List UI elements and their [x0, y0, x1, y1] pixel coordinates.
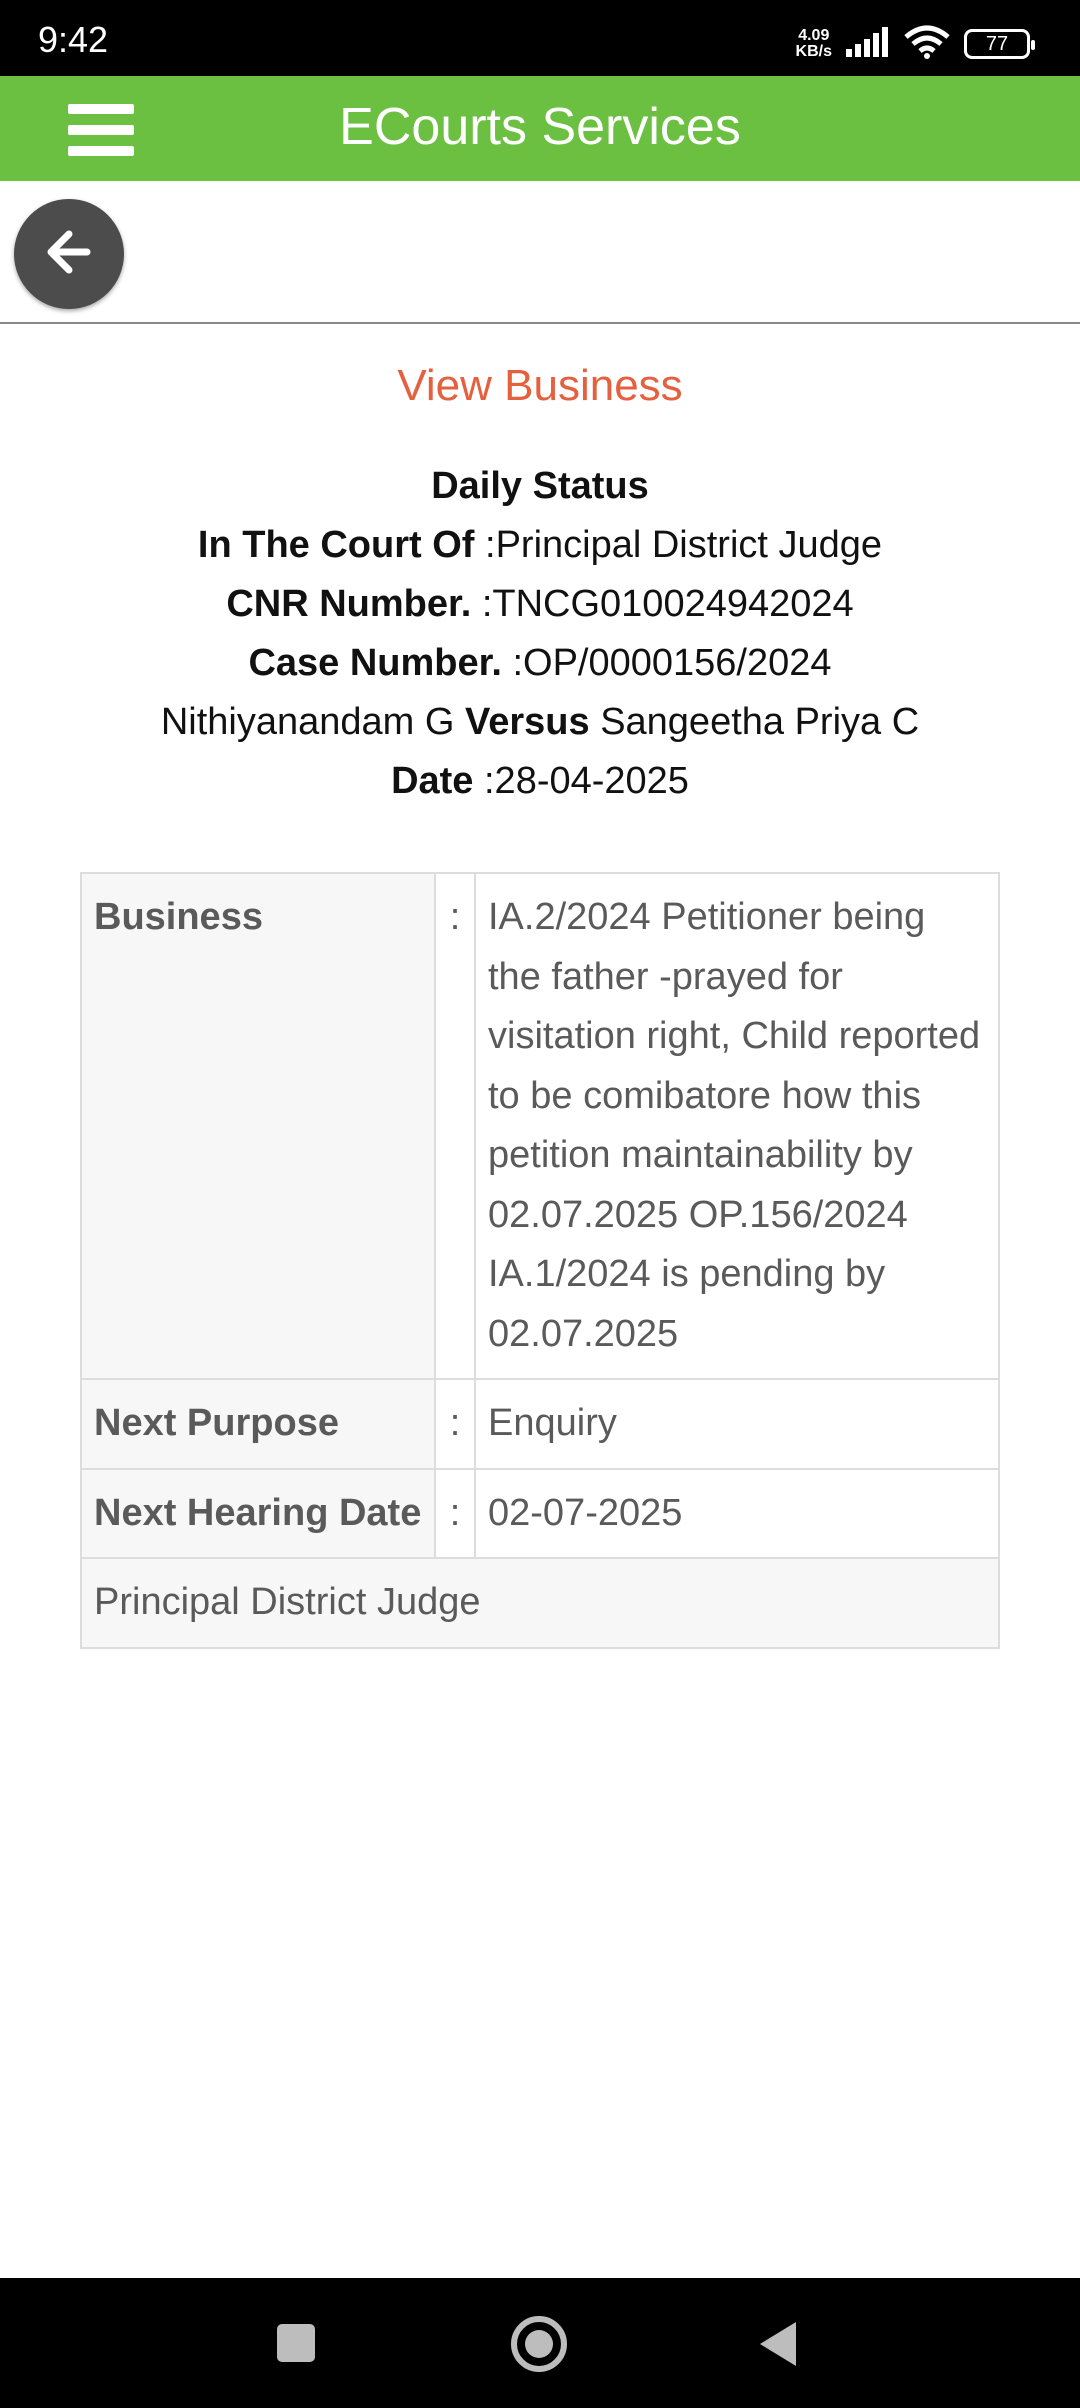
next-purpose-label: Next Purpose	[81, 1379, 435, 1469]
heading-text: Daily Status	[431, 464, 649, 507]
status-icons	[796, 24, 1030, 64]
main-content	[0, 360, 1080, 811]
app-bar	[0, 76, 1080, 181]
table-footer-row	[81, 1558, 999, 1648]
judge-footer: Principal District Judge	[81, 1558, 999, 1648]
next-hearing-date-value: 02-07-2025	[475, 1469, 999, 1559]
court-line	[0, 516, 1080, 575]
court-label: In The Court Of	[197, 523, 475, 566]
versus-label: Versus	[464, 700, 590, 743]
battery-icon	[964, 29, 1030, 59]
table-row-next-hearing-date	[81, 1469, 999, 1559]
petitioner: Nithiyanandam G	[160, 700, 455, 743]
back-button[interactable]	[14, 199, 124, 309]
business-value: IA.2/2024 Petitioner being the father -prayed for visitation right, Child reported to be comibatore how this petition maintainability by 02.07.2025 OP.156/2024 IA.1/2024 is pending by 02.07.2025	[475, 873, 999, 1379]
parties-line	[0, 693, 1080, 752]
home-icon[interactable]	[511, 2316, 567, 2372]
cnr-line	[0, 575, 1080, 634]
next-purpose-value: Enquiry	[475, 1379, 999, 1469]
battery-level: 77	[985, 32, 1009, 55]
status-time: 9:42	[38, 19, 109, 60]
table-row-next-purpose	[81, 1379, 999, 1469]
system-nav-bar	[0, 2278, 1080, 2408]
status-bar	[0, 0, 1080, 76]
business-label: Business	[81, 873, 435, 1379]
cnr-label: CNR Number.	[226, 582, 472, 625]
recent-apps-icon[interactable]	[277, 2324, 315, 2362]
network-speed-value: 4.09	[798, 27, 830, 44]
date-line	[0, 752, 1080, 811]
arrow-left-icon	[39, 222, 99, 287]
business-table	[80, 872, 1000, 1649]
page-title: View Business	[397, 361, 683, 410]
case-number-line	[0, 634, 1080, 693]
case-number-label: Case Number.	[248, 641, 502, 684]
colon: :	[435, 1469, 475, 1559]
colon: :	[435, 873, 475, 1379]
case-number-value: :OP/0000156/2024	[512, 641, 832, 684]
network-speed	[796, 28, 832, 60]
date-value: :28-04-2025	[484, 759, 689, 802]
daily-status-heading	[0, 457, 1080, 516]
table-row-business	[81, 873, 999, 1379]
next-hearing-date-label: Next Hearing Date	[81, 1469, 435, 1559]
signal-icon	[846, 27, 890, 62]
case-info	[0, 457, 1080, 811]
respondent: Sangeetha Priya C	[600, 700, 920, 743]
cnr-value: :TNCG010024942024	[481, 582, 854, 625]
date-label: Date	[391, 759, 474, 802]
network-speed-unit: KB/s	[795, 43, 832, 60]
colon: :	[435, 1379, 475, 1469]
wifi-icon	[904, 25, 950, 64]
court-value: :Principal District Judge	[485, 523, 883, 566]
back-toolbar	[0, 181, 1080, 324]
app-title: ECourts Services	[339, 98, 741, 156]
back-triangle-icon[interactable]	[760, 2322, 796, 2366]
